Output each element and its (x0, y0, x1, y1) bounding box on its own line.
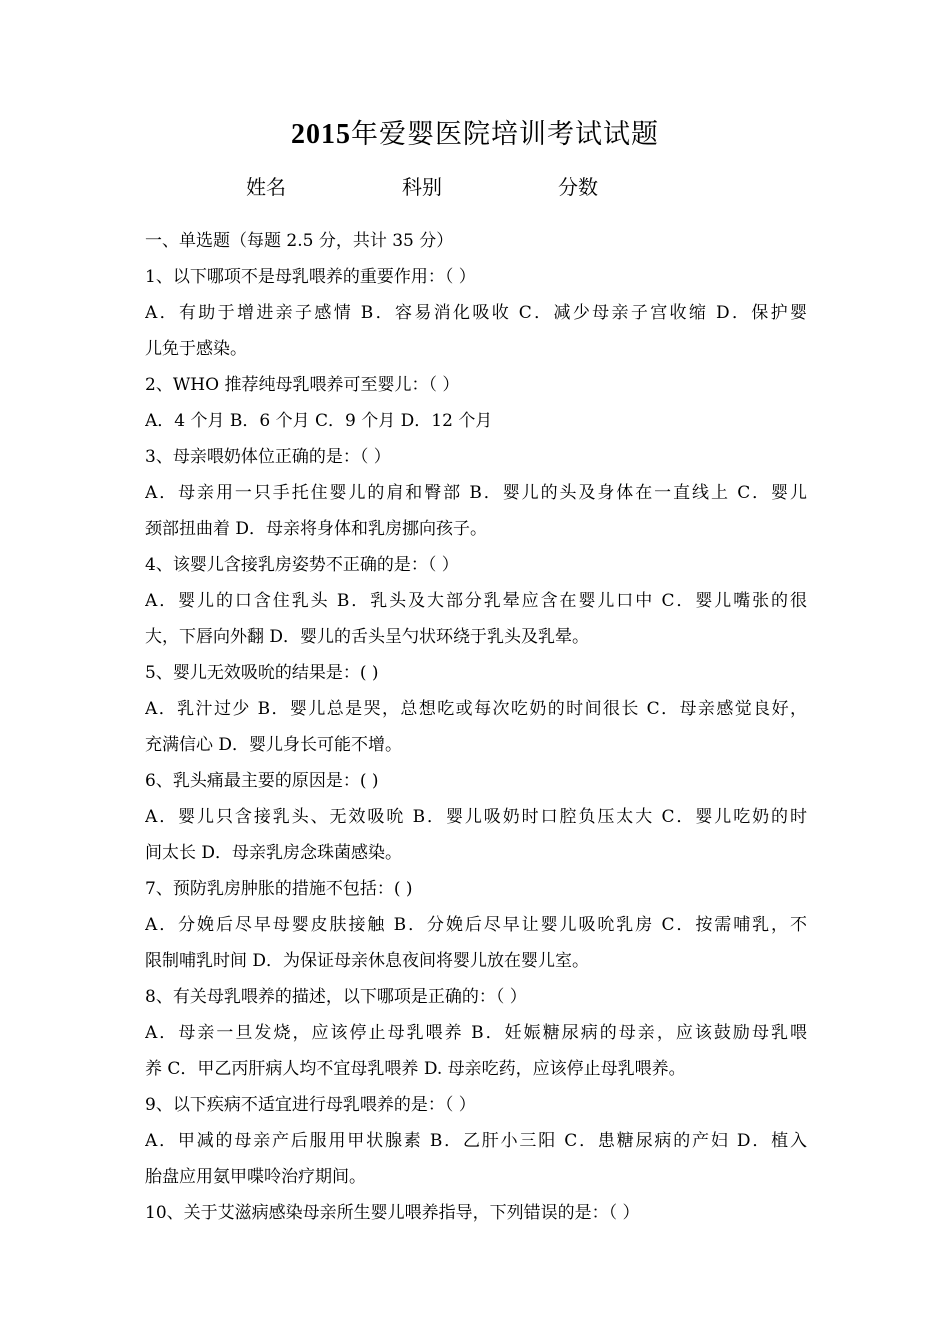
text-line: 5、婴儿无效吸吮的结果是：( ) (145, 663, 379, 683)
text-line: A．有助于增进亲子感情 B．容易消化吸收 C．减少母亲子宫收缩 D．保护婴 (145, 303, 807, 323)
header-fields (0, 171, 950, 201)
text-line: 限制哺乳时间 D．为保证母亲休息夜间将婴儿放在婴儿室。 (145, 951, 590, 971)
text-line: 养 C．甲乙丙肝病人均不宜母乳喂养 D. 母亲吃药，应该停止母乳喂养。 (145, 1059, 686, 1079)
text-line: 7、预防乳房肿胀的措施不包括：( ) (145, 879, 413, 899)
name-field-label: 姓名 (246, 175, 286, 199)
text-line: A．乳汁过少 B．婴儿总是哭，总想吃或每次吃奶的时间很长 C．母亲感觉良好， (145, 699, 807, 719)
text-line: 8、有关母乳喂养的描述，以下哪项是正确的：（ ） (145, 987, 527, 1007)
text-line: 颈部扭曲着 D．母亲将身体和乳房挪向孩子。 (145, 519, 488, 539)
text-line: A．分娩后尽早母婴皮肤接触 B．分娩后尽早让婴儿吸吮乳房 C．按需哺乳，不 (145, 915, 807, 935)
department-field-label: 科别 (402, 175, 442, 199)
text-line: 间太长 D．母亲乳房念珠菌感染。 (145, 843, 403, 863)
text-line: 一、单选题（每题 2.5 分，共计 35 分） (145, 231, 454, 251)
score-field-label: 分数 (558, 175, 598, 199)
text-line: A．4 个月 B．6 个月 C．9 个月 D．12 个月 (145, 411, 493, 431)
text-line: 1、以下哪项不是母乳喂养的重要作用：（ ） (145, 267, 476, 287)
text-line: 6、乳头痛最主要的原因是：( ) (145, 771, 379, 791)
text-line: A．母亲一旦发烧，应该停止母乳喂养 B．妊娠糖尿病的母亲，应该鼓励母乳喂 (145, 1023, 807, 1043)
text-line: A．甲减的母亲产后服用甲状腺素 B．乙肝小三阳 C．患糖尿病的产妇 D．植入 (145, 1131, 807, 1151)
text-line: A．婴儿的口含住乳头 B．乳头及大部分乳晕应含在婴儿口中 C．婴儿嘴张的很 (145, 591, 807, 611)
exam-body (145, 223, 807, 1231)
page-title (0, 112, 950, 151)
text-line: 胎盘应用氨甲喋呤治疗期间。 (145, 1167, 366, 1187)
text-line: 4、该婴儿含接乳房姿势不正确的是：（ ） (145, 555, 459, 575)
text-line: 3、母亲喂奶体位正确的是：（ ） (145, 447, 391, 467)
text-line: 大，下唇向外翻 D．婴儿的舌头呈勺状环绕于乳头及乳晕。 (145, 627, 590, 647)
text-line: 充满信心 D．婴儿身长可能不增。 (145, 735, 403, 755)
text-line: 9、以下疾病不适宜进行母乳喂养的是：（ ） (145, 1095, 476, 1115)
text-line: 2、WHO 推荐纯母乳喂养可至婴儿：（ ） (145, 375, 460, 395)
text-line: 10、关于艾滋病感染母亲所生婴儿喂养指导，下列错误的是：（ ） (145, 1203, 640, 1223)
text-line: A．母亲用一只手托住婴儿的肩和臀部 B．婴儿的头及身体在一直线上 C．婴儿 (145, 483, 807, 503)
text-line: A．婴儿只含接乳头、无效吸吮 B．婴儿吸奶时口腔负压太大 C．婴儿吃奶的时 (145, 807, 807, 827)
title-year: 2015 (291, 119, 351, 150)
text-line: 儿免于感染。 (145, 339, 247, 359)
title-text: 年爱婴医院培训考试试题 (351, 119, 659, 150)
